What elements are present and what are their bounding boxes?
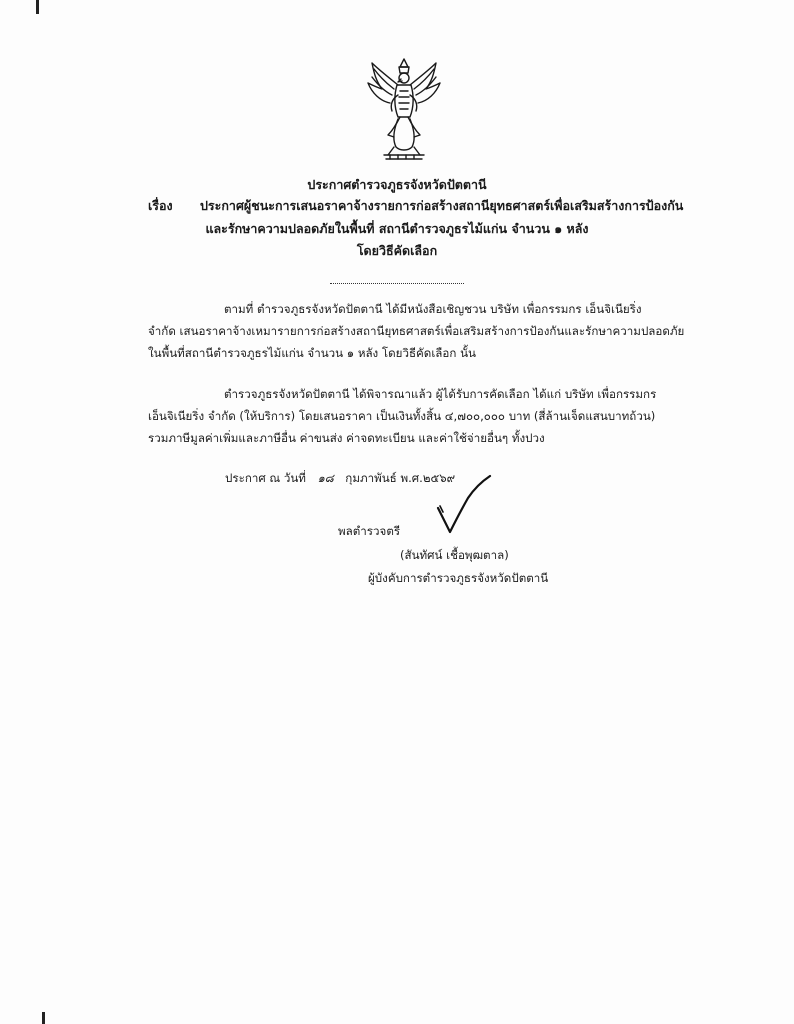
subject-line-3: โดยวิธีคัดเลือก bbox=[356, 243, 438, 258]
date-rest: กุมภาพันธ์ พ.ศ.๒๕๖๙ bbox=[345, 471, 456, 485]
subject-line-2: และรักษาความปลอดภัยในพื้นที่ สถานีตำรวจภูธรไม้แก่น จำนวน ๑ หลัง bbox=[205, 221, 589, 236]
paragraph-1-line-2: จำกัด เสนอราคาจ้างเหมารายการก่อสร้างสถานียุทธศาสตร์เพื่อเสริมสร้างการป้องกันและรักษาความปลอดภัย bbox=[148, 324, 685, 338]
subject-label: เรื่อง bbox=[148, 198, 173, 213]
paragraph-2 bbox=[148, 383, 682, 449]
paragraph-2-line-1: ตำรวจภูธรจังหวัดปัตตานี ได้พิจารณาแล้ว ผู้ได้รับการคัดเลือก ได้แก่ บริษัท เพื่อกรรมกร bbox=[224, 387, 657, 401]
signer-name: (สันทัศน์ เชื้อพุฒตาล) bbox=[400, 548, 509, 562]
date-prefix: ประกาศ ณ วันที่ bbox=[225, 471, 306, 485]
paragraph-1 bbox=[148, 298, 685, 364]
scan-mark-bottom bbox=[42, 1012, 45, 1024]
announcement-title: ประกาศตำรวจภูธรจังหวัดปัตตานี bbox=[307, 177, 487, 192]
signer-rank: พลตำรวจตรี bbox=[338, 524, 401, 538]
scan-mark-top bbox=[36, 0, 39, 14]
garuda-emblem-icon bbox=[364, 55, 444, 165]
signer-position: ผู้บังคับการตำรวจภูธรจังหวัดปัตตานี bbox=[368, 571, 549, 585]
date-day: ๑๘ bbox=[317, 471, 334, 485]
announcement-date bbox=[225, 470, 455, 488]
paragraph-2-line-3: รวมภาษีมูลค่าเพิ่มและภาษีอื่น ค่าขนส่ง ค่าจดทะเบียน และค่าใช้จ่ายอื่นๆ ทั้งปวง bbox=[148, 431, 545, 445]
paragraph-2-line-2: เอ็นจิเนียริ่ง จำกัด (ให้บริการ) โดยเสนอราคา เป็นเงินทั้งสิ้น ๔,๗๐๐,๐๐๐ บาท (สี่ล้านเจ็ดแสนบาทถ้วน) bbox=[148, 409, 656, 423]
subject-line-1: ประกาศผู้ชนะการเสนอราคาจ้างรายการก่อสร้างสถานียุทธศาสตร์เพื่อเสริมสร้างการป้องกัน bbox=[200, 198, 684, 213]
paragraph-1-line-1: ตามที่ ตำรวจภูธรจังหวัดปัตตานี ได้มีหนังสือเชิญชวน บริษัท เพื่อกรรมกร เอ็นจิเนียริ่ง bbox=[224, 302, 642, 316]
paragraph-1-line-3: ในพื้นที่สถานีตำรวจภูธรไม้แก่น จำนวน ๑ หลัง โดยวิธีคัดเลือก นั้น bbox=[148, 346, 476, 360]
signature-mark-icon bbox=[432, 472, 502, 542]
dotted-divider bbox=[330, 283, 464, 284]
